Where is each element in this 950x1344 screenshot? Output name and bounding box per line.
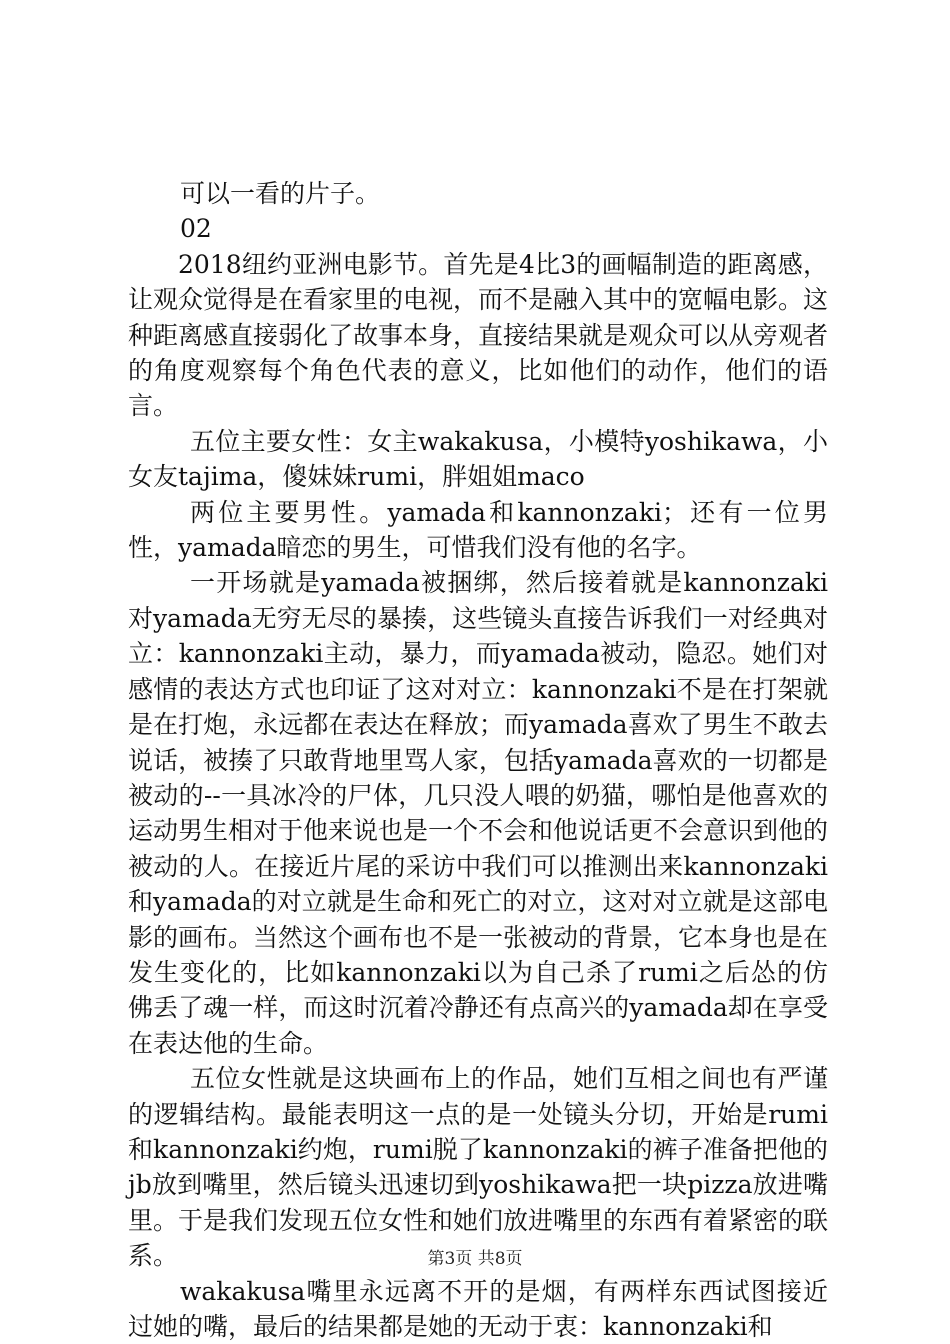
paragraph-3: 2018纽约亚洲电影节。首先是4比3的画幅制造的距离感，让观众觉得是在看家里的电视，而不是融入其中的宽幅电影。这种距离感直接弱化了故事本身，直接结果就是观众可以从旁观者的角度观察每个角色代表的意义，比如他们的动作，他们的语言。 [128,249,829,421]
page-indicator: 第3页 共8页 [427,1249,523,1269]
paragraph-8: wakakusa嘴里永远离不开的是烟，有两样东西试图接近过她的嘴，最后的结果都是她的无动于衷：kannonzaki和 [128,1276,828,1341]
paragraph-7: 五位女性就是这块画布上的作品，她们互相之间也有严谨的逻辑结构。最能表明这一点的是一处镜头分切，开始是rumi和kannonzaki约炮，rumi脱了kannonzaki的裤子准备把他的jb放到嘴里，然后镜头迅速切到yoshikawa把一块pizza放进嘴里。于是我们发现五位女性和她们放进嘴里的东西有着紧密的联系。 [128,1064,829,1271]
paragraph-5: 两位主要男性。yamada和kannonzaki；还有一位男性，yamada暗恋的男生，可惜我们没有他的名字。 [128,497,828,563]
paragraph-6: 一开场就是yamada被捆绑，然后接着就是kannonzaki对yamada无穷无尽的暴揍，这些镜头直接告诉我们一对经典对立：kannonzaki主动，暴力，而yamada被动，隐忍。她们对感情的表达方式也印证了这对对立：kannonzaki不是在打架就是在打炮，永远都在表达在释放；而yamada喜欢了男生不敢去说话，被揍了只敢背地里骂人家，包括yamada喜欢的一切都是被动的--一具冰冷的尸体，几只没人喂的奶猫，哪怕是他喜欢的运动男生相对于他来说也是一个不会和他说话更不会意识到他的被动的人。在接近片尾的采访中我们可以推测出来kannonzaki和yamada的对立就是生命和死亡的对立，这对对立就是这部电影的画布。当然这个画布也不是一张被动的背景，它本身也是在发生变化的，比如kannonzaki以为自己杀了rumi之后怂的仿佛丢了魂一样，而这时沉着冷静还有点高兴的yamada却在享受在表达他的生命。 [128,568,829,1058]
paragraph-1: 可以一看的片子。 [180,179,381,208]
paragraph-2: 02 [180,214,212,244]
document-body [128,176,828,1344]
paragraph-4: 五位主要女性：女主wakakusa，小模特yoshikawa，小女友tajima，傻妹妹rumi，胖姐姐maco [128,426,828,492]
